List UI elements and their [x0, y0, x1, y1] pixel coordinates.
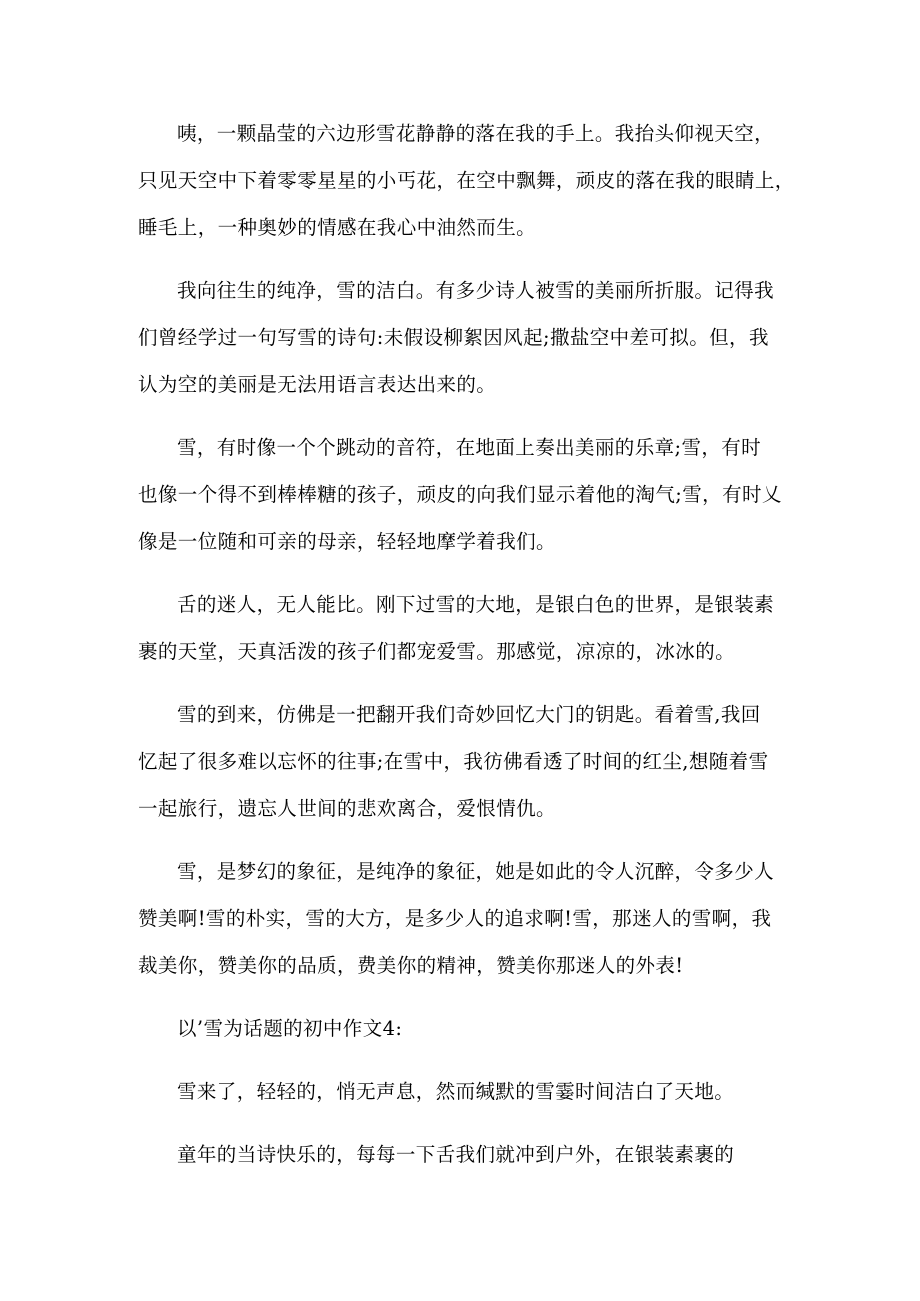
- paragraph-line: 我向往生的纯净，雪的洁白。有多少诗人被雪的美丽所折服。记得我: [177, 279, 775, 302]
- paragraph-3: [138, 424, 788, 565]
- paragraph-line: 雪，是梦幻的象征，是纯净的象征，她是如此的令人沉醉，令多少人: [177, 860, 775, 883]
- paragraph-line: 赞美啊!雪的朴实，雪的大方，是多少人的追求啊!雪，那迷人的雪啊，我: [138, 907, 772, 930]
- paragraph-line: 裁美你，赞美你的品质，费美你的精神，赞美你那迷人的外表!: [138, 954, 684, 977]
- paragraph-line: 雪，有时像一个个跳动的音符，在地面上奏出美丽的乐章;雪，有时: [177, 436, 762, 459]
- paragraph-line: 忆起了很多难以忘怀的往事;在雪中，我彷佛看透了时间的红尘,想随着雪: [138, 750, 769, 773]
- paragraph-8: [138, 1068, 788, 1115]
- paragraph-line: 裹的天堂，天真活泼的孩子们都宠爱雪。那感觉，凉凉的，冰冰的。: [138, 640, 736, 663]
- paragraph-4: [138, 581, 788, 675]
- paragraph-line: 只见天空中下着零零星星的小丐花，在空中飘舞，顽皮的落在我的眼睛上，: [138, 169, 795, 192]
- paragraph-line: 一起旅行，遗忘人世间的悲欢离合，爱恨情仇。: [138, 797, 556, 820]
- paragraph-line: 咦，一颗晶莹的六边形雪花静静的落在我的手上。我抬头仰视天空，: [177, 122, 775, 145]
- paragraph-6: [138, 848, 788, 989]
- paragraph-1: [138, 110, 795, 251]
- paragraph-line: 认为空的美丽是无法用语言表达出来的。: [138, 373, 497, 396]
- paragraph-line: 雪来了，轻轻的，悄无声息，然而缄默的雪霎时间洁白了天地。: [177, 1080, 735, 1103]
- paragraph-line: 睡毛上，一种奥妙的情感在我心中油然而生。: [138, 216, 537, 239]
- paragraph-2: [138, 267, 788, 408]
- paragraph-line: 们曾经学过一句写雪的诗句:未假设柳絮因风起;撒盐空中差可拟。但，我: [138, 326, 769, 349]
- section-heading: [138, 1005, 788, 1052]
- paragraph-5: [138, 691, 788, 832]
- document-body: [138, 110, 795, 1194]
- paragraph-line: 童年的当诗快乐的，每每一下舌我们就冲到户外，在银装素裹的: [177, 1143, 735, 1166]
- paragraph-9: [138, 1131, 788, 1178]
- paragraph-line: 雪的到来，仿佛是一把翻开我们奇妙回忆大门的钥匙。看着雪,我回: [177, 703, 761, 726]
- paragraph-line: 以’雪为话题的初中作文4:: [177, 1017, 403, 1040]
- paragraph-line: 像是一位随和可亲的母亲，轻轻地摩学着我们。: [138, 530, 556, 553]
- paragraph-line: 也像一个得不到棒棒糖的孩子，顽皮的向我们显示着他的淘气;雪，有时乂: [138, 483, 782, 506]
- paragraph-line: 舌的迷人，无人能比。刚下过雪的大地，是银白色的世界，是银装素: [177, 593, 775, 616]
